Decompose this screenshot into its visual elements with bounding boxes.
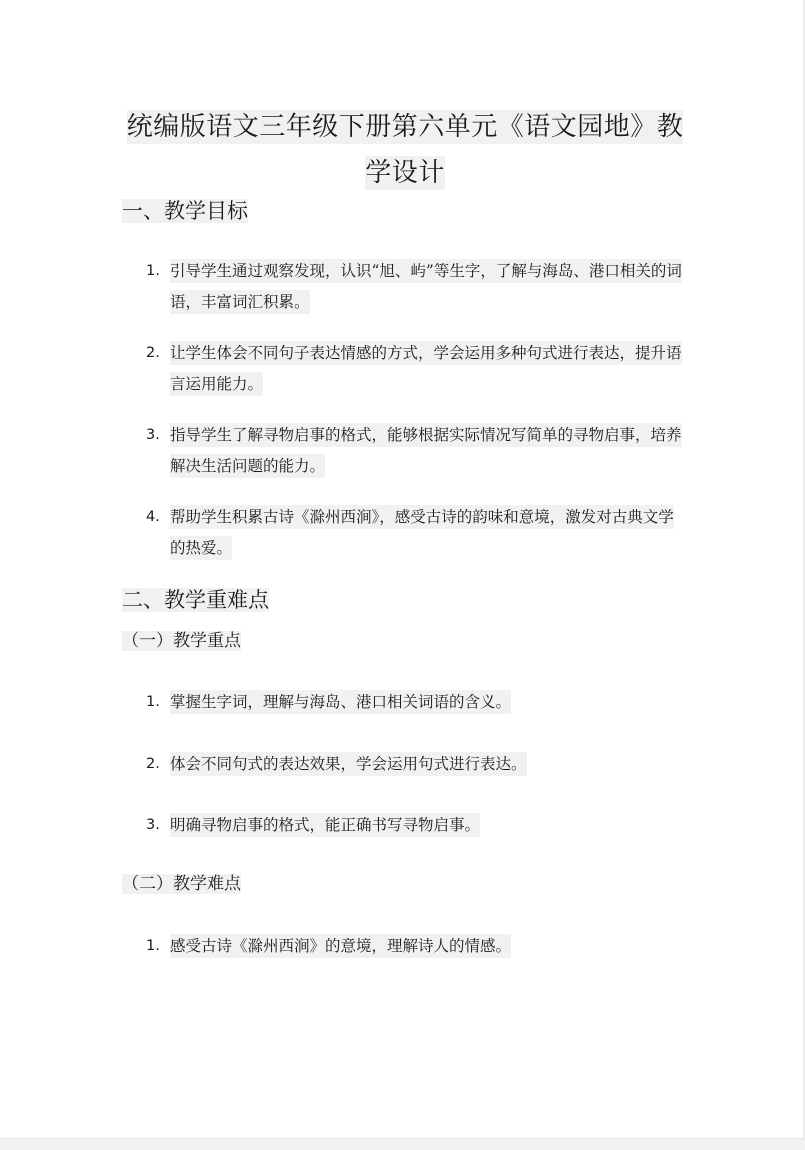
subsection-heading-focus: （一）教学重点 — [122, 631, 241, 651]
list-item: 3. 指导学生了解寻物启事的格式，能够根据实际情况写简单的寻物启事，培养解决生活问题的能力。 — [146, 420, 686, 482]
section-heading-key-points: 二、教学重难点 — [122, 588, 269, 612]
list-item: 1. 引导学生通过观察发现，认识“旭、屿”等生字，了解与海岛、港口相关的词语，丰富词汇积累。 — [146, 256, 686, 318]
section-heading-objectives: 一、教学目标 — [122, 199, 248, 223]
list-item: 4. 帮助学生积累古诗《滁州西涧》，感受古诗的韵味和意境，激发对古典文学的热爱。 — [146, 502, 686, 564]
list-item: 1. 感受古诗《滁州西涧》的意境，理解诗人的情感。 — [146, 931, 686, 962]
document-title: 统编版语文三年级下册第六单元《语文园地》教学设计 — [126, 112, 684, 188]
list-item: 1. 掌握生字词，理解与海岛、港口相关词语的含义。 — [146, 687, 686, 718]
subsection-heading-difficulty: （二）教学难点 — [122, 874, 241, 894]
list-item: 3. 明确寻物启事的格式，能正确书写寻物启事。 — [146, 810, 686, 841]
list-item: 2. 体会不同句式的表达效果，学会运用句式进行表达。 — [146, 749, 686, 780]
list-item: 2. 让学生体会不同句子表达情感的方式，学会运用多种句式进行表达，提升语言运用能力。 — [146, 338, 686, 400]
